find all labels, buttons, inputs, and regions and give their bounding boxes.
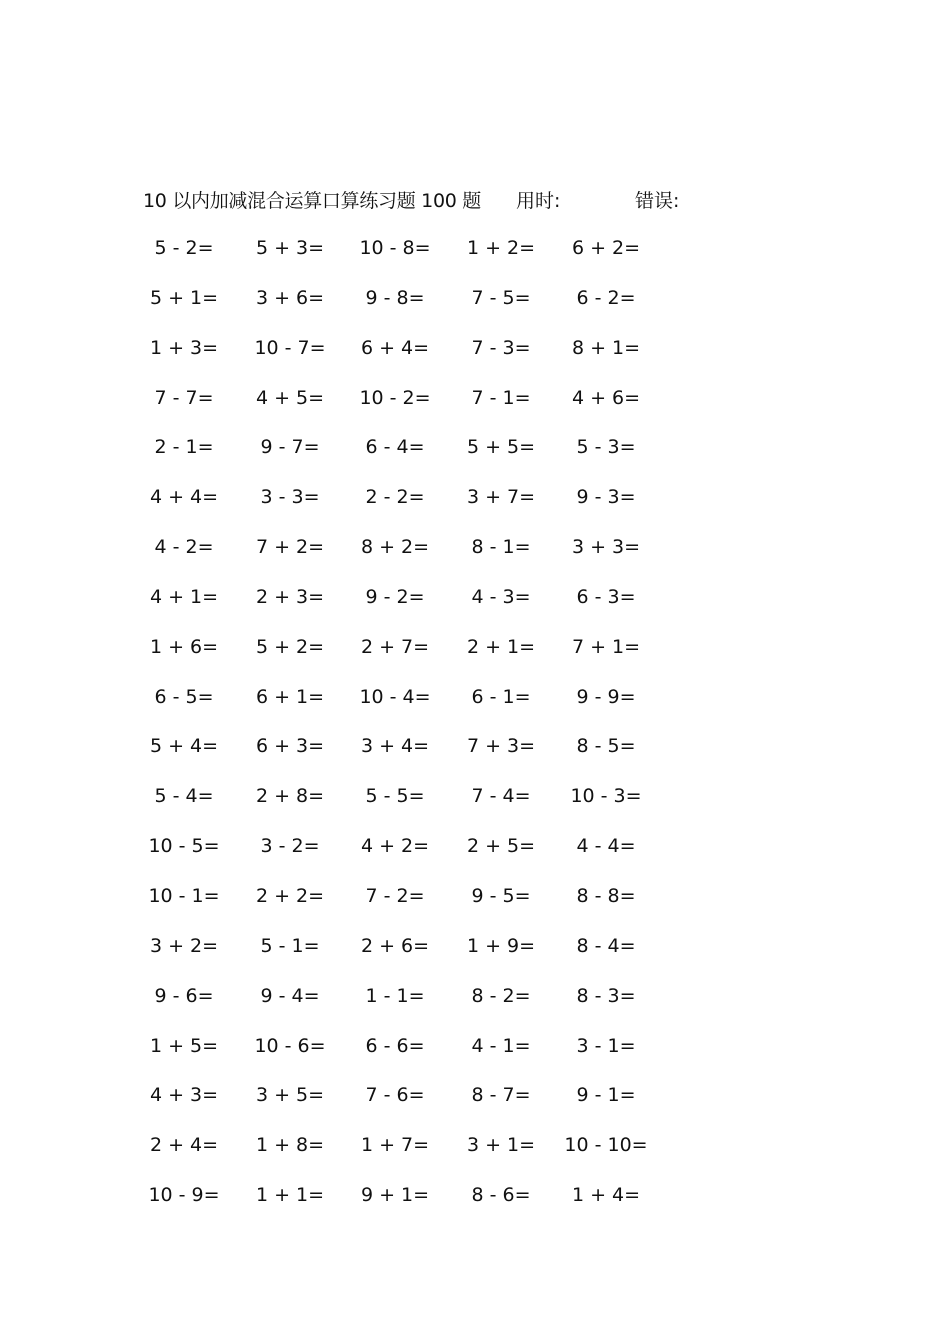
arithmetic-problem: 10 - 5= — [148, 835, 220, 858]
arithmetic-problem: 9 - 4= — [260, 984, 320, 1007]
arithmetic-problem: 9 - 1= — [576, 1084, 636, 1107]
error-count-label: 错误: — [635, 190, 680, 212]
arithmetic-problem: 4 + 2= — [360, 835, 430, 858]
arithmetic-problem: 6 + 1= — [255, 685, 325, 708]
arithmetic-problem: 7 - 6= — [365, 1084, 425, 1107]
arithmetic-problem: 2 + 3= — [255, 585, 325, 608]
arithmetic-problem: 8 - 4= — [576, 934, 636, 957]
problem-row — [0, 1028, 950, 1078]
problem-grid — [0, 230, 950, 1227]
arithmetic-problem: 1 + 9= — [466, 934, 536, 957]
arithmetic-problem: 10 - 1= — [148, 884, 220, 907]
problem-row — [0, 230, 950, 280]
arithmetic-problem: 2 + 2= — [255, 884, 325, 907]
arithmetic-problem: 6 - 4= — [365, 436, 425, 459]
arithmetic-problem: 4 - 2= — [154, 536, 214, 559]
arithmetic-problem: 9 - 9= — [576, 685, 636, 708]
arithmetic-problem: 7 - 7= — [154, 386, 214, 409]
arithmetic-problem: 2 - 2= — [365, 486, 425, 509]
problem-row — [0, 330, 950, 380]
problem-row — [0, 429, 950, 479]
arithmetic-problem: 4 - 4= — [576, 835, 636, 858]
arithmetic-problem: 3 + 5= — [255, 1084, 325, 1107]
arithmetic-problem: 4 + 4= — [149, 486, 219, 509]
arithmetic-problem: 5 - 1= — [260, 934, 320, 957]
problem-row — [0, 978, 950, 1028]
arithmetic-problem: 8 - 5= — [576, 735, 636, 758]
arithmetic-problem: 4 + 6= — [571, 386, 641, 409]
problem-row — [0, 928, 950, 978]
arithmetic-problem: 10 - 6= — [254, 1034, 326, 1057]
problem-row — [0, 579, 950, 629]
problem-row — [0, 629, 950, 679]
arithmetic-problem: 3 + 6= — [255, 286, 325, 309]
arithmetic-problem: 5 + 3= — [255, 237, 325, 259]
arithmetic-problem: 5 - 4= — [154, 785, 214, 808]
arithmetic-problem: 9 - 6= — [154, 984, 214, 1007]
arithmetic-problem: 5 + 2= — [255, 635, 325, 658]
arithmetic-problem: 5 + 1= — [149, 286, 219, 309]
arithmetic-problem: 2 + 8= — [255, 785, 325, 808]
arithmetic-problem: 8 + 2= — [360, 536, 430, 559]
problem-row — [0, 828, 950, 878]
arithmetic-problem: 1 + 6= — [149, 635, 219, 658]
arithmetic-problem: 6 - 1= — [471, 685, 531, 708]
arithmetic-problem: 9 + 1= — [360, 1184, 430, 1207]
arithmetic-problem: 10 - 9= — [148, 1184, 220, 1207]
arithmetic-problem: 10 - 2= — [359, 386, 431, 409]
arithmetic-problem: 10 - 10= — [564, 1134, 648, 1157]
problem-row — [0, 479, 950, 529]
arithmetic-problem: 2 + 6= — [360, 934, 430, 957]
problem-row — [0, 1127, 950, 1177]
arithmetic-problem: 7 + 1= — [571, 635, 641, 658]
arithmetic-problem: 5 - 5= — [365, 785, 425, 808]
arithmetic-problem: 1 - 1= — [365, 984, 425, 1007]
arithmetic-problem: 6 - 3= — [576, 585, 636, 608]
problem-row — [0, 679, 950, 729]
arithmetic-problem: 6 + 4= — [360, 336, 430, 359]
arithmetic-problem: 4 + 3= — [149, 1084, 219, 1107]
problem-row — [0, 778, 950, 828]
arithmetic-problem: 1 + 7= — [360, 1134, 430, 1157]
problem-row — [0, 529, 950, 579]
problem-row — [0, 728, 950, 778]
problem-row — [0, 878, 950, 928]
arithmetic-problem: 8 - 1= — [471, 536, 531, 559]
arithmetic-problem: 3 + 7= — [466, 486, 536, 509]
arithmetic-problem: 1 + 3= — [149, 336, 219, 359]
arithmetic-problem: 10 - 3= — [570, 785, 642, 808]
arithmetic-problem: 3 + 2= — [149, 934, 219, 957]
problem-row — [0, 280, 950, 330]
arithmetic-problem: 6 + 3= — [255, 735, 325, 758]
arithmetic-problem: 2 - 1= — [154, 436, 214, 459]
arithmetic-problem: 4 + 1= — [149, 585, 219, 608]
arithmetic-problem: 1 + 1= — [255, 1184, 325, 1207]
arithmetic-problem: 1 + 8= — [255, 1134, 325, 1157]
arithmetic-problem: 1 + 2= — [466, 237, 536, 259]
arithmetic-problem: 8 - 2= — [471, 984, 531, 1007]
arithmetic-problem: 9 - 7= — [260, 436, 320, 459]
arithmetic-problem: 7 - 3= — [471, 336, 531, 359]
arithmetic-problem: 5 - 2= — [154, 237, 214, 259]
arithmetic-problem: 5 + 5= — [466, 436, 536, 459]
arithmetic-problem: 6 + 2= — [571, 237, 641, 259]
arithmetic-problem: 9 - 3= — [576, 486, 636, 509]
arithmetic-problem: 4 - 1= — [471, 1034, 531, 1057]
time-used-label: 用时: — [516, 190, 561, 212]
arithmetic-problem: 8 - 8= — [576, 884, 636, 907]
arithmetic-problem: 10 - 7= — [254, 336, 326, 359]
arithmetic-problem: 5 - 3= — [576, 436, 636, 459]
arithmetic-problem: 4 + 5= — [255, 386, 325, 409]
arithmetic-problem: 3 + 3= — [571, 536, 641, 559]
problem-row — [0, 380, 950, 430]
arithmetic-problem: 7 + 3= — [466, 735, 536, 758]
arithmetic-problem: 7 - 5= — [471, 286, 531, 309]
arithmetic-problem: 7 + 2= — [255, 536, 325, 559]
arithmetic-problem: 6 - 5= — [154, 685, 214, 708]
arithmetic-problem: 8 + 1= — [571, 336, 641, 359]
arithmetic-problem: 9 - 8= — [365, 286, 425, 309]
arithmetic-problem: 2 + 7= — [360, 635, 430, 658]
arithmetic-problem: 7 - 2= — [365, 884, 425, 907]
arithmetic-problem: 10 - 8= — [359, 237, 431, 259]
arithmetic-problem: 6 - 2= — [576, 286, 636, 309]
arithmetic-problem: 2 + 1= — [466, 635, 536, 658]
worksheet-title: 10 以内加减混合运算口算练习题 100 题 — [143, 190, 481, 212]
arithmetic-problem: 2 + 4= — [149, 1134, 219, 1157]
arithmetic-problem: 8 - 7= — [471, 1084, 531, 1107]
arithmetic-problem: 3 - 1= — [576, 1034, 636, 1057]
arithmetic-problem: 10 - 4= — [359, 685, 431, 708]
problem-row — [0, 1077, 950, 1127]
arithmetic-problem: 1 + 4= — [571, 1184, 641, 1207]
arithmetic-problem: 3 + 4= — [360, 735, 430, 758]
arithmetic-problem: 6 - 6= — [365, 1034, 425, 1057]
arithmetic-problem: 8 - 3= — [576, 984, 636, 1007]
arithmetic-problem: 9 - 2= — [365, 585, 425, 608]
arithmetic-problem: 8 - 6= — [471, 1184, 531, 1207]
problem-row — [0, 1177, 950, 1227]
arithmetic-problem: 1 + 5= — [149, 1034, 219, 1057]
arithmetic-problem: 2 + 5= — [466, 835, 536, 858]
arithmetic-problem: 9 - 5= — [471, 884, 531, 907]
arithmetic-problem: 3 - 3= — [260, 486, 320, 509]
arithmetic-problem: 3 + 1= — [466, 1134, 536, 1157]
arithmetic-problem: 7 - 4= — [471, 785, 531, 808]
arithmetic-problem: 5 + 4= — [149, 735, 219, 758]
arithmetic-problem: 7 - 1= — [471, 386, 531, 409]
arithmetic-problem: 4 - 3= — [471, 585, 531, 608]
arithmetic-problem: 3 - 2= — [260, 835, 320, 858]
